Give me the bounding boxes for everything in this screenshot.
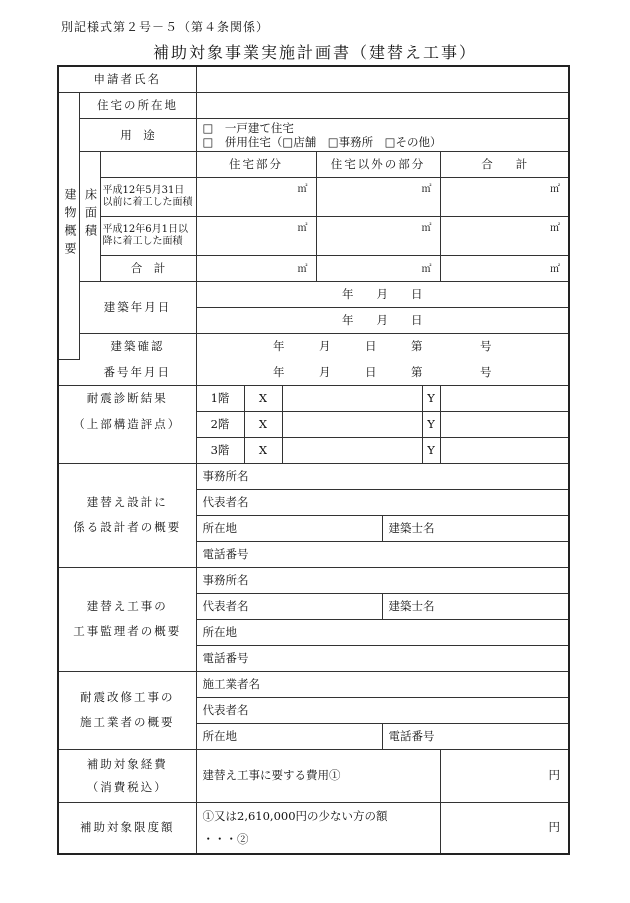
after-residential-field[interactable]: ㎡ <box>196 217 316 256</box>
confirm-label-2: 番号年月日 <box>79 359 196 385</box>
row-total-label: 合 計 <box>100 256 196 282</box>
designer-rep-field[interactable]: 代表者名 <box>196 489 569 515</box>
row-after-label: 平成12年6月1日以降に着工した面積 <box>100 217 196 256</box>
designer-overview-label: 建替え設計に 係る設計者の概要 <box>58 463 196 567</box>
total-residential-field[interactable]: ㎡ <box>196 256 316 282</box>
col-residential: 住宅部分 <box>196 152 316 178</box>
building-overview-label: 建物概要 <box>58 93 79 360</box>
build-date-field-1[interactable]: 年 月 日 <box>196 282 569 308</box>
usage-label: 用 途 <box>79 119 196 152</box>
contractor-overview-label: 耐震改修工事の 施工業者の概要 <box>58 671 196 749</box>
floor-1-y-field[interactable] <box>440 385 569 411</box>
usage-options[interactable] <box>196 119 569 152</box>
subsidy-limit-field[interactable]: 円 <box>440 802 569 854</box>
build-date-field-2[interactable]: 年 月 日 <box>196 308 569 334</box>
floor-2-y-field[interactable] <box>440 411 569 437</box>
supervisor-overview-label: 建替え工事の 工事監理者の概要 <box>58 567 196 671</box>
designer-architect-field[interactable]: 建築士名 <box>382 515 569 541</box>
before-residential-field[interactable]: ㎡ <box>196 178 316 217</box>
floor-1-y-label: Y <box>422 385 440 411</box>
plan-form-table <box>57 65 570 855</box>
floor-3-x-label: X <box>244 437 282 463</box>
subsidy-limit-desc: ①又は2,610,000円の少ない方の額 ・・・② <box>196 802 440 854</box>
row-before-label: 平成12年5月31日以前に着工した面積 <box>100 178 196 217</box>
confirm-label-1: 建築確認 <box>79 334 196 360</box>
subsidy-cost-desc: 建替え工事に要する費用① <box>196 749 440 802</box>
total-non-residential-field[interactable]: ㎡ <box>316 256 440 282</box>
contractor-address-field[interactable]: 所在地 <box>196 723 382 749</box>
contractor-rep-field[interactable]: 代表者名 <box>196 697 569 723</box>
floor-1-x-label: X <box>244 385 282 411</box>
floor-2-x-label: X <box>244 411 282 437</box>
floor-3-label: 3階 <box>196 437 244 463</box>
col-non-residential: 住宅以外の部分 <box>316 152 440 178</box>
seismic-label-spacer <box>58 437 196 463</box>
floor-3-y-label: Y <box>422 437 440 463</box>
supervisor-office-field[interactable]: 事務所名 <box>196 567 569 593</box>
subsidy-cost-field[interactable]: 円 <box>440 749 569 802</box>
before-total-field[interactable]: ㎡ <box>440 178 569 217</box>
supervisor-address-field[interactable]: 所在地 <box>196 619 569 645</box>
confirm-field-2[interactable]: 年 月 日 第 号 <box>196 359 569 385</box>
designer-address-field[interactable]: 所在地 <box>196 515 382 541</box>
building-address-label: 住宅の所在地 <box>79 93 196 119</box>
supervisor-architect-field[interactable]: 建築士名 <box>382 593 569 619</box>
designer-phone-field[interactable]: 電話番号 <box>196 541 569 567</box>
form-number: 別記様式第２号－５（第４条関係） <box>61 20 270 34</box>
floor-1-label: 1階 <box>196 385 244 411</box>
floor-2-x-field[interactable] <box>282 411 422 437</box>
applicant-name-field[interactable] <box>196 66 569 93</box>
contractor-phone-field[interactable]: 電話番号 <box>382 723 569 749</box>
subsidy-cost-label: 補助対象経費 （消費税込） <box>58 749 196 802</box>
floor-1-x-field[interactable] <box>282 385 422 411</box>
seismic-label-1: 耐震診断結果 <box>58 385 196 411</box>
subsidy-limit-label: 補助対象限度額 <box>58 802 196 854</box>
contractor-name-field[interactable]: 施工業者名 <box>196 671 569 697</box>
seismic-label-2: （上部構造評点） <box>58 411 196 437</box>
floor-3-x-field[interactable] <box>282 437 422 463</box>
supervisor-phone-field[interactable]: 電話番号 <box>196 645 569 671</box>
page-title: 補助対象事業実施計画書（建替え工事） <box>152 43 477 62</box>
floor-2-label: 2階 <box>196 411 244 437</box>
after-non-residential-field[interactable]: ㎡ <box>316 217 440 256</box>
build-date-label: 建築年月日 <box>79 282 196 334</box>
total-total-field[interactable]: ㎡ <box>440 256 569 282</box>
after-total-field[interactable]: ㎡ <box>440 217 569 256</box>
supervisor-rep-field[interactable]: 代表者名 <box>196 593 382 619</box>
before-non-residential-field[interactable]: ㎡ <box>316 178 440 217</box>
floor-area-label: 床面積 <box>79 152 100 282</box>
usage-option-detached[interactable]: □ 一戸建て住宅 <box>202 120 294 135</box>
floor-area-header-blank <box>100 152 196 178</box>
applicant-name-label: 申請者氏名 <box>58 66 196 93</box>
usage-option-mixed[interactable]: □ 併用住宅（□店舗 □事務所 □その他） <box>202 135 442 149</box>
building-address-field[interactable] <box>196 93 569 119</box>
confirm-field-1[interactable]: 年 月 日 第 号 <box>196 334 569 360</box>
floor-2-y-label: Y <box>422 411 440 437</box>
confirm-spacer <box>58 359 79 385</box>
designer-office-field[interactable]: 事務所名 <box>196 463 569 489</box>
floor-3-y-field[interactable] <box>440 437 569 463</box>
col-total: 合 計 <box>440 152 569 178</box>
